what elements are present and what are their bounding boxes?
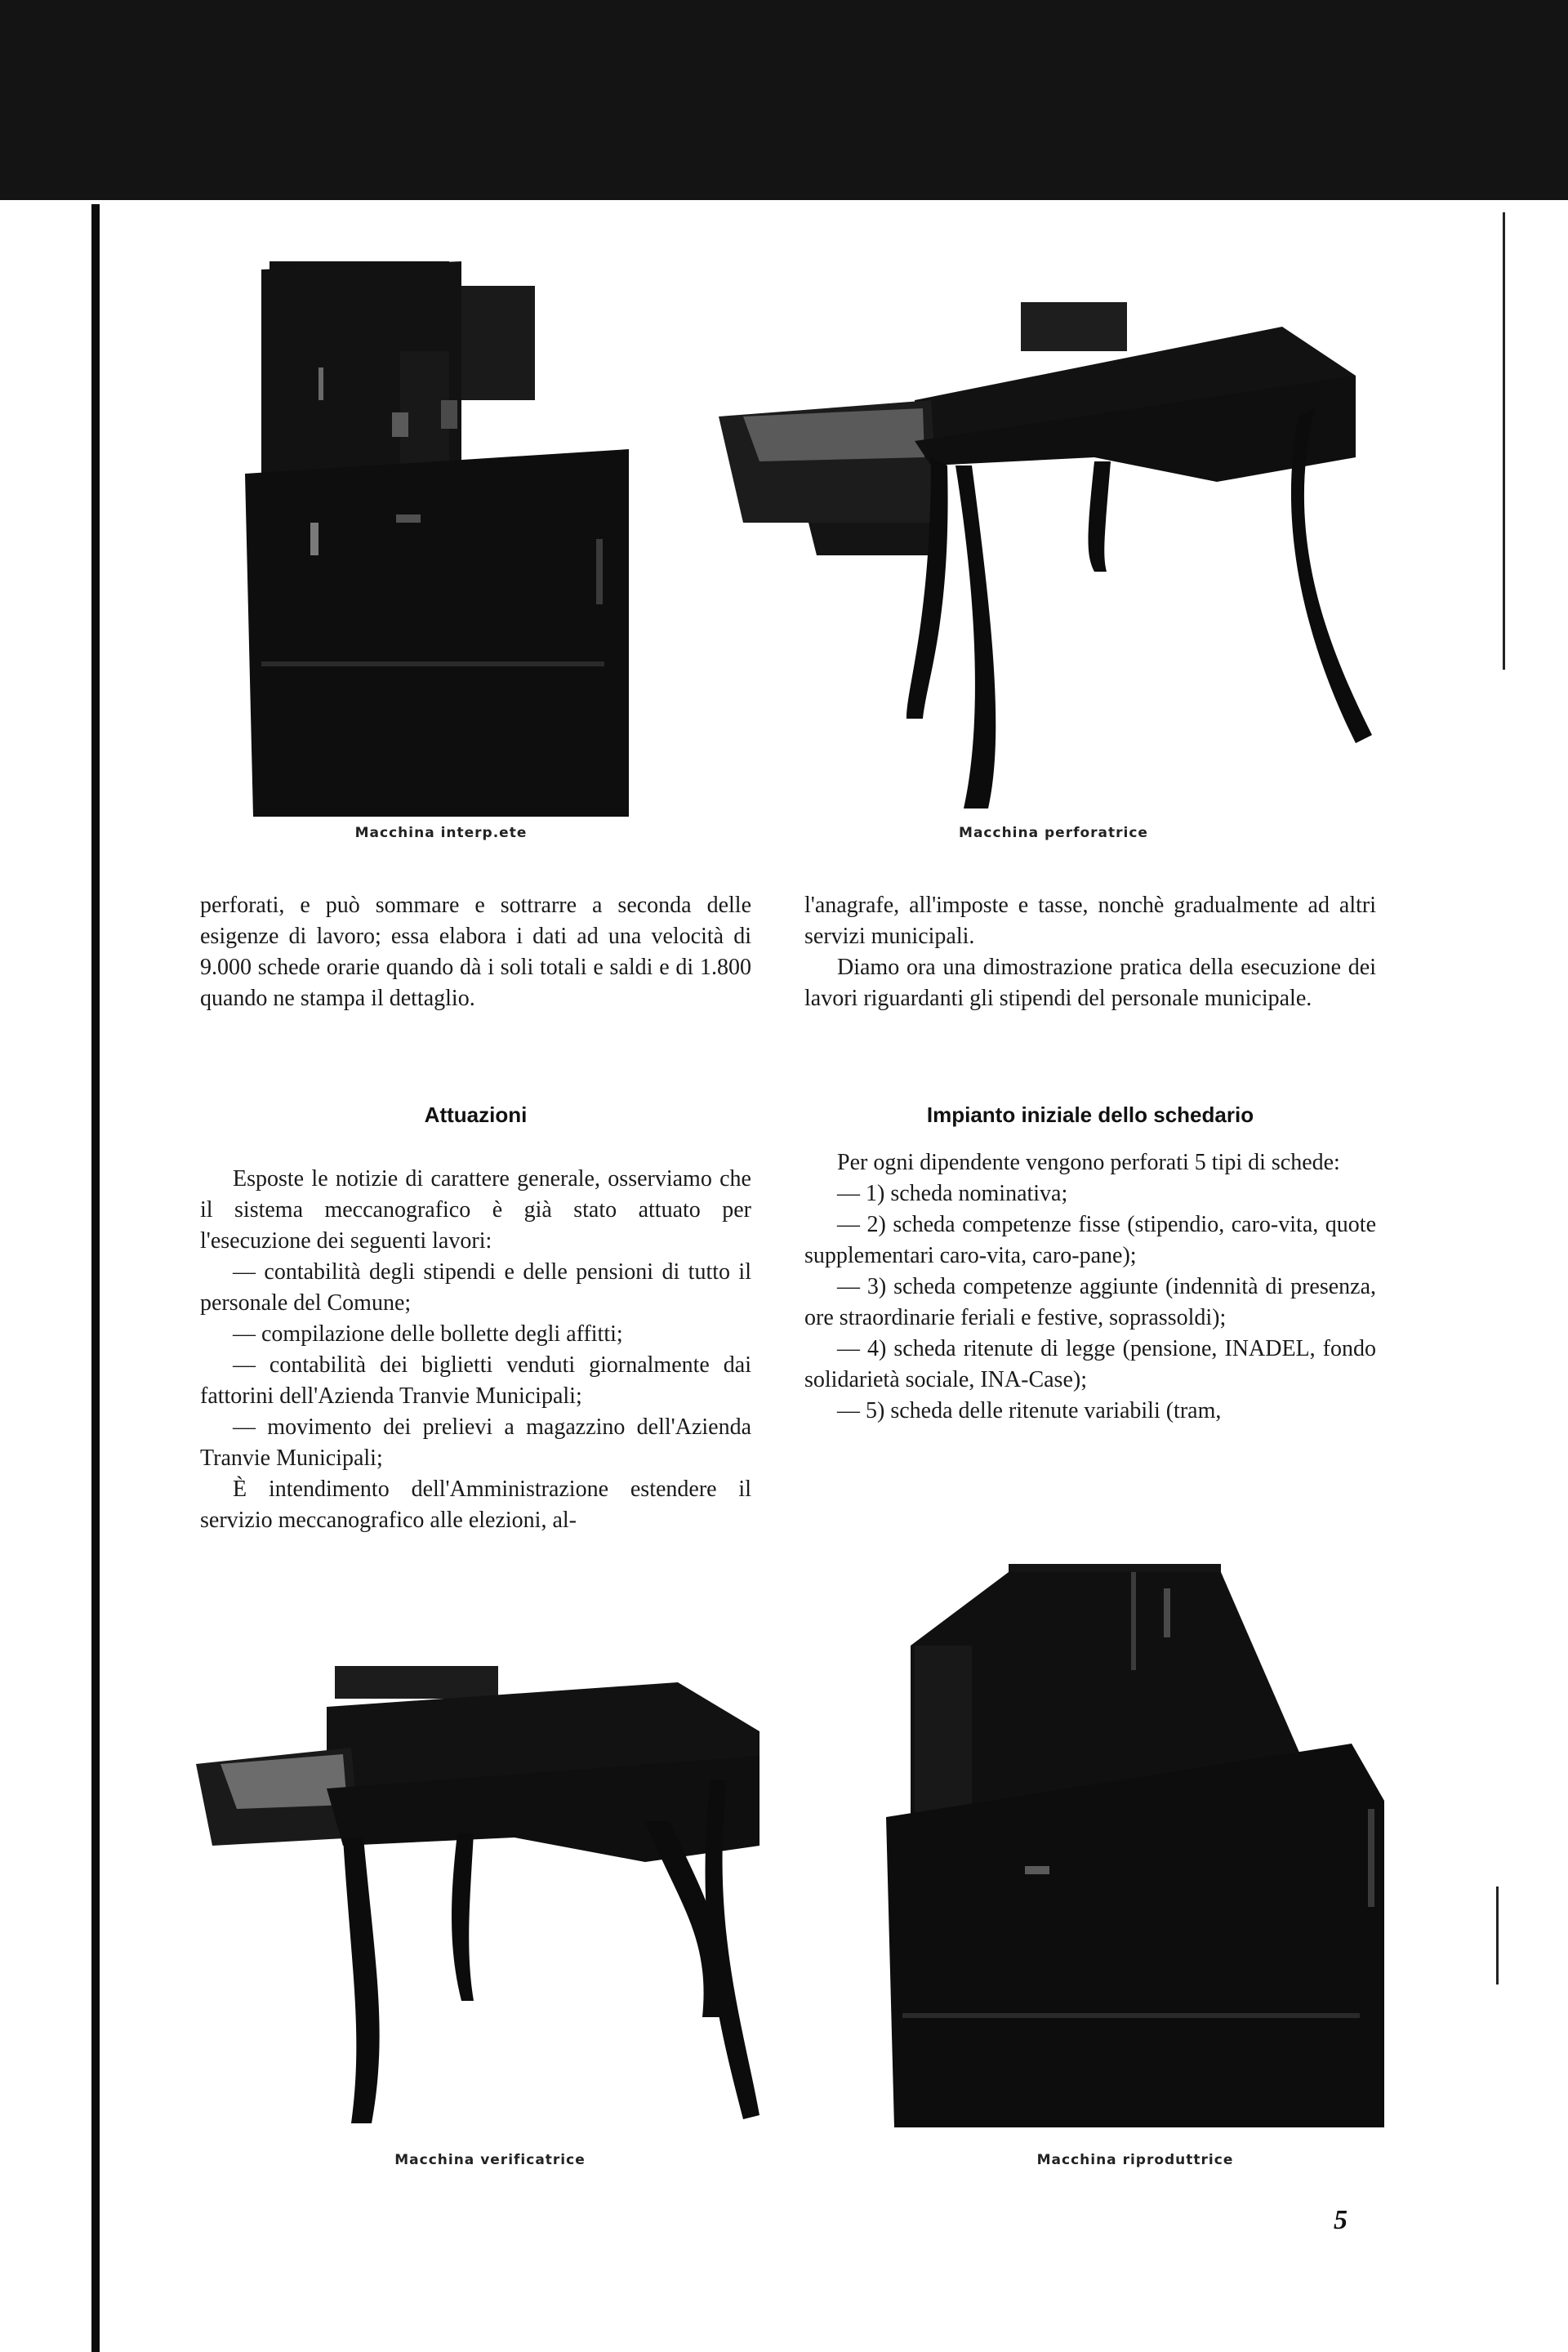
left-intro-paragraph: perforati, e può sommare e sottrarre a seconda delle esigenze di lavoro; essa elabora i dati ad una velocità di 9.000 schede orarie quando dà i soli totali e saldi e di 1.800 quando ne stampa il dettaglio. — [200, 893, 751, 1011]
right-item-2: — 2) scheda competenze fisse (stipendio, caro-vita, quote supplementari caro-vita, caro-pane); — [804, 1212, 1376, 1268]
right-margin-tick-lower — [1496, 1886, 1499, 1984]
right-item-3: — 3) scheda competenze aggiunte (indennità di presenza, ore straordinarie feriali e festive, soprassoldi); — [804, 1274, 1376, 1330]
right-column-body — [804, 1147, 1376, 1427]
caption-bottom-left: Macchina verificatrice — [394, 2152, 586, 2168]
caption-top-right: Macchina perforatrice — [959, 825, 1148, 841]
photo-verifying-machine — [188, 1658, 776, 2140]
left-column-top — [200, 890, 751, 1014]
heading-impianto: Impianto iniziale dello schedario — [926, 1102, 1254, 1127]
caption-top-left: Macchina interp.ete — [354, 825, 528, 841]
right-item-4: — 4) scheda ritenute di legge (pensione, INADEL, fondo solidarietà sociale, INA-Case); — [804, 1336, 1376, 1392]
left-closing-paragraph: È intendimento dell'Amministrazione estendere il servizio meccanografico alle elezioni, al- — [200, 1477, 751, 1533]
right-item-5: — 5) scheda delle ritenute variabili (tram, — [837, 1398, 1222, 1423]
caption-bottom-right: Macchina riproduttrice — [1036, 2152, 1234, 2168]
left-item-3: — contabilità dei biglietti venduti giornalmente dai fattorini dell'Azienda Tranvie Municipali; — [200, 1352, 751, 1409]
right-column-top — [804, 890, 1376, 1014]
left-margin-rule — [91, 204, 100, 2352]
right-intro-paragraph: l'anagrafe, all'imposte e tasse, nonchè gradualmente ad altri servizi municipali. — [804, 893, 1376, 949]
right-margin-tick — [1503, 212, 1505, 670]
heading-attuazioni: Attuazioni — [424, 1102, 528, 1127]
left-item-4: — movimento dei prelievi a magazzino dell'Azienda Tranvie Municipali; — [200, 1414, 751, 1471]
left-item-2: — compilazione delle bollette degli affitti; — [233, 1321, 623, 1347]
left-column-body — [200, 1164, 751, 1536]
page-number: 5 — [1334, 2205, 1348, 2235]
photo-reproducing-machine — [878, 1556, 1392, 2140]
left-item-1: — contabilità degli stipendi e delle pensioni di tutto il personale del Comune; — [200, 1259, 751, 1316]
photo-punching-machine — [710, 294, 1380, 825]
photo-interpreting-machine — [237, 253, 662, 817]
left-body-paragraph: Esposte le notizie di carattere generale, osserviamo che il sistema meccanografico è già stato attuato per l'esecuzione dei seguenti lavori: — [200, 1166, 751, 1254]
top-dark-band — [0, 0, 1568, 200]
right-intro2-paragraph: Diamo ora una dimostrazione pratica della esecuzione dei lavori riguardanti gli stipendi del personale municipale. — [804, 955, 1376, 1011]
right-body-paragraph: Per ogni dipendente vengono perforati 5 tipi di schede: — [837, 1150, 1340, 1175]
right-item-1: — 1) scheda nominativa; — [837, 1181, 1068, 1206]
